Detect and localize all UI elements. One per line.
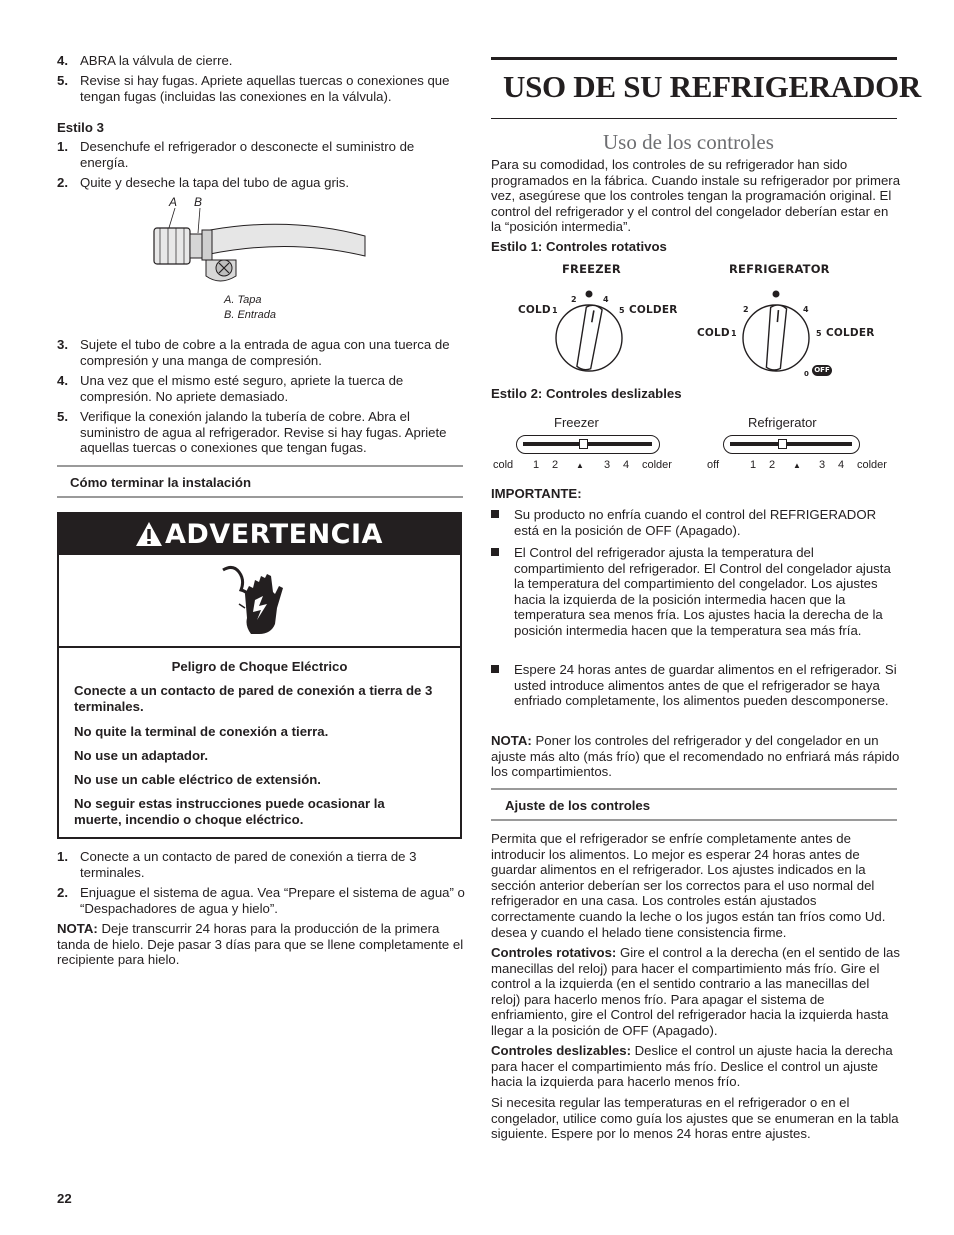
slider-tick: 2 [552, 459, 559, 471]
caption-b: B. Entrada [224, 309, 276, 321]
water-tube-figure [140, 192, 380, 322]
slider-thumb[interactable] [579, 439, 588, 449]
dial-off-badge: OFF [812, 365, 832, 376]
slider-tick: 4 [623, 459, 630, 471]
page-title: USO DE SU REFRIGERADOR [503, 69, 921, 104]
bullet-text: Espere 24 horas antes de guardar alimentos en el refrigerador. Si usted introduce alimentos antes de que el refrigerador se haya enfriado completamente, los alimentos pueden descomponerse. [514, 662, 897, 709]
rotativos-paragraph: Controles rotativos: Gire el control a la derecha (en el sentido de las manecillas del reloj) para hacer el compartimiento más frío. Gire el control a la izquierda (en el sentido contrario a las manecillas del reloj) para hacerlo menos frío. Para apagar el sistema de enfriamiento, gire el Control del refrigerador hacia la izquierda hasta llegar a la posición de OFF (Apagado). [491, 945, 900, 1038]
dial-title: FREEZER [562, 262, 621, 276]
slider-tick: 1 [750, 459, 757, 471]
warning-box [57, 512, 462, 839]
section-rule [57, 496, 463, 498]
step-number: 4. [57, 373, 68, 388]
step-number: 4. [57, 53, 68, 68]
ajuste-final-paragraph: Si necesita regular las temperaturas en el refrigerador o en el congelador, utilice como guía los ajustes que se enumeran en la tabla siguiente. Espere por lo menos 24 horas entre ajustes. [491, 1095, 899, 1142]
ajuste-paragraph: Permita que el refrigerador se enfríe completamente antes de introducir los alimentos. Lo mejor es esperar 24 horas antes de guardar alimentos en el refrigerador. Los ajustes indicados en la sección anterior deberían ser los correctos para el uso normal del refrigerador en una casa. Los controles están ajustados correctamente cuando la leche o los jugos están tan fríos como Ud. desea y cuando el helado tiene consistencia firme. [491, 831, 886, 940]
step-number: 1. [57, 139, 68, 154]
slider-tick: 3 [819, 459, 826, 471]
dial-num: 1 [552, 306, 558, 315]
refrigerator-slider-control [700, 413, 900, 473]
bullet-square-icon [491, 510, 499, 518]
slider-tick: off [707, 459, 720, 471]
deslizables-paragraph: Controles deslizables: Deslice el control un ajuste hacia la derecha para hacer el compartimiento más frío. Deslice el control un ajuste hacia la izquierda para hacerlo menos frío. [491, 1043, 893, 1090]
warning-line: No use un cable eléctrico de extensión. [74, 772, 321, 787]
dial-colder: COLDER [629, 304, 678, 316]
warning-line: Conecte a un contacto de pared de conexión a tierra de 3 terminales. [74, 683, 433, 714]
warning-line: No quite la terminal de conexión a tierra. [74, 724, 329, 739]
water-tube-drawing [140, 206, 380, 286]
style2-label: Estilo 2: Controles deslizables [491, 386, 682, 401]
freezer-rotary-dial [515, 262, 685, 380]
step-number: 2. [57, 175, 68, 190]
step-text: Enjuague el sistema de agua. Vea “Prepare el sistema de agua” o “Despachadores de agua y hielo”. [80, 885, 465, 916]
figure-label-a: A [169, 195, 178, 209]
slider-thumb[interactable] [778, 439, 787, 449]
dial-num: 5 [816, 329, 822, 338]
slider-tick: colder [857, 459, 887, 471]
step-text: Verifique la conexión jalando la tubería de cobre. Abra el suministro de agua al refrigerador. Revise si hay fugas. Apriete aquellas tuercas o conexiones que tengan fugas. [80, 409, 447, 456]
slider-title: Refrigerator [748, 415, 817, 430]
dial-cold: COLD [518, 304, 551, 316]
slider-middle-marker: ▲ [793, 461, 801, 470]
section-rule [491, 788, 897, 790]
dial-num: 5 [619, 306, 625, 315]
step-text: ABRA la válvula de cierre. [80, 53, 233, 68]
section-subtitle: Uso de los controles [603, 130, 774, 154]
dial-num: 4 [803, 305, 809, 314]
slider-tick: 2 [769, 459, 776, 471]
nota-left: NOTA: Deje transcurrir 24 horas para la producción de la primera tanda de hielo. Deje pasar 3 días para que se llene completamente el recipiente para hielo. [57, 921, 464, 968]
warning-header [59, 514, 460, 555]
step-text: Quite y deseche la tapa del tubo de agua gris. [80, 175, 350, 190]
importante-label: IMPORTANTE: [491, 486, 582, 501]
warning-line: No use un adaptador. [74, 748, 209, 763]
refrigerator-rotary-dial [693, 262, 873, 380]
dial-title: REFRIGERATOR [729, 262, 830, 276]
slider-middle-marker: ▲ [576, 461, 584, 470]
bullet-square-icon [491, 548, 499, 556]
dial-num: 4 [603, 295, 609, 304]
step-text: Conecte a un contacto de pared de conexión a tierra de 3 terminales. [80, 849, 417, 880]
style1-label: Estilo 1: Controles rotativos [491, 239, 667, 254]
step-number: 5. [57, 73, 68, 88]
dial-zero: 0 [804, 370, 810, 378]
nota-right: NOTA: Poner los controles del refrigerador y del congelador en un ajuste más alto (más frío) que el recomendado no enfriará más rápido los compartimientos. [491, 733, 900, 780]
step-text: Desenchufe el refrigerador o desconecte el suministro de energía. [80, 139, 415, 170]
step-text: Una vez que el mismo esté seguro, apriete la tuerca de compresión. No apriete demasiado. [80, 373, 404, 404]
step-text: Sujete el tubo de cobre a la entrada de agua con una tuerca de compresión y una manga de compresión. [80, 337, 450, 368]
dial-num: 2 [743, 305, 749, 314]
section-heading-ajuste: Ajuste de los controles [505, 798, 651, 813]
warning-icon-area [59, 555, 460, 648]
section-rule [57, 465, 463, 467]
section-heading-terminar: Cómo terminar la instalación [70, 475, 252, 490]
caption-a: A. Tapa [224, 294, 262, 306]
warning-triangle-icon [135, 521, 163, 547]
slider-track[interactable] [516, 435, 660, 454]
dial-num: 1 [731, 329, 737, 338]
slider-tick: 1 [533, 459, 540, 471]
dial-num: 2 [571, 295, 577, 304]
subheading-estilo3: Estilo 3 [57, 120, 104, 135]
bullet-square-icon [491, 665, 499, 673]
step-text: Revise si hay fugas. Apriete aquellas tuercas o conexiones que tengan fugas (incluidas las conexiones en la válvula). [80, 73, 450, 104]
warning-title: ADVERTENCIA [165, 519, 383, 550]
step-number: 5. [57, 409, 68, 424]
slider-track[interactable] [723, 435, 860, 454]
freezer-slider-control [492, 413, 692, 473]
bullet-text: Su producto no enfría cuando el control del REFRIGERADOR está en la posición de OFF (Apagado). [514, 507, 877, 538]
electric-shock-hand-icon [219, 564, 289, 640]
refrigerator-knob [737, 286, 817, 376]
warning-line: No seguir estas instrucciones puede ocasionar la muerte, incendio o choque eléctrico. [74, 796, 385, 827]
freezer-knob [550, 286, 630, 376]
slider-tick: cold [493, 459, 514, 471]
step-number: 3. [57, 337, 68, 352]
step-number: 2. [57, 885, 68, 900]
title-rule-bottom [491, 118, 897, 119]
dial-colder: COLDER [826, 327, 875, 339]
warning-hazard: Peligro de Choque Eléctrico [171, 659, 348, 674]
title-rule [491, 57, 897, 60]
figure-label-b: B [194, 195, 203, 209]
section-rule [491, 819, 897, 821]
slider-tick: 3 [604, 459, 611, 471]
slider-tick: colder [642, 459, 672, 471]
bullet-text: El Control del refrigerador ajusta la temperatura del compartimiento del refrigerador. El Control del congelador ajusta la temperatura del compartimiento del congelador. Los ajustes hacia la izquierda de la posición intermedia hacen que la temperatura sea menos fría. Los ajustes hacia la derecha de la posición intermedia hacen que la temperatura sea más fría. [514, 545, 891, 638]
step-number: 1. [57, 849, 68, 864]
page-number: 22 [57, 1191, 72, 1206]
intro-paragraph: Para su comodidad, los controles de su refrigerador han sido programados en la fábrica. Cuando instale su refrigerador por primera vez, asegúrese que los controles tengan la programación original. El control del refrigerador y el control del congelador deberían estar en la “posición intermedia”. [491, 157, 901, 235]
slider-tick: 4 [838, 459, 845, 471]
dial-cold: COLD [697, 327, 730, 339]
slider-title: Freezer [554, 415, 599, 430]
